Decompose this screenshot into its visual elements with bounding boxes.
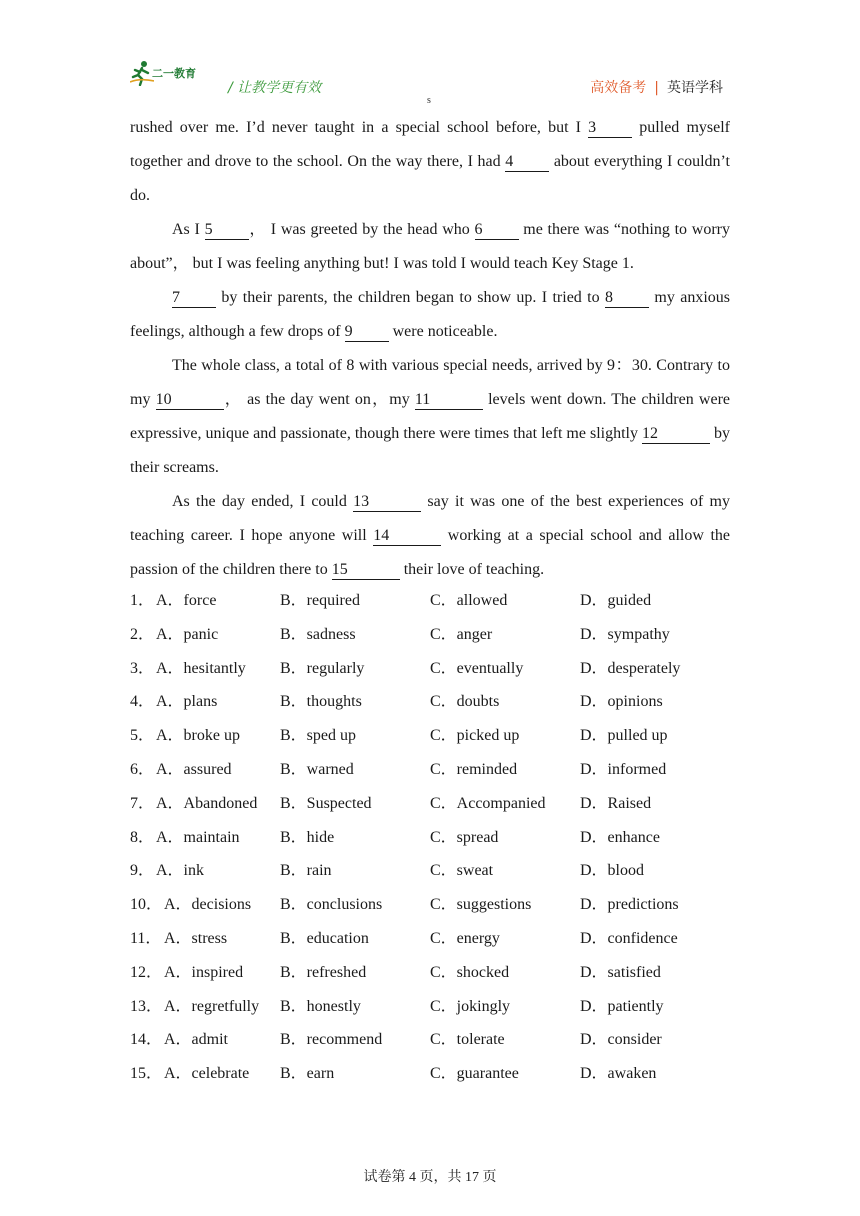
option-c[interactable]: C．allowed <box>430 592 508 609</box>
paragraph-5: As the day ended, I could 13 say it was one of the best experiences of my teaching career. I hope anyone will 14 working at a special school and allow the passion of the children there to 15 their love of teaching. <box>130 493 730 578</box>
blank-9: 9 <box>345 323 389 342</box>
option-d[interactable]: D．patiently <box>580 997 664 1015</box>
question-number: 6． <box>130 760 155 778</box>
logo-text: 二一教育 <box>152 67 196 80</box>
question-number: 11． <box>130 929 162 947</box>
option-c[interactable]: C．suggestions <box>430 896 532 914</box>
option-b[interactable]: B．earn <box>280 1065 335 1083</box>
option-c[interactable]: C．energy <box>430 929 500 947</box>
option-c[interactable]: C．tolerate <box>430 1031 505 1049</box>
option-c[interactable]: C．sweat <box>430 862 494 880</box>
header-label: 高效备考 <box>590 80 647 96</box>
question-number: 1． <box>130 592 155 609</box>
option-a[interactable]: A．force <box>156 592 217 609</box>
option-a[interactable]: A．decisions <box>164 896 252 914</box>
option-a[interactable]: A．panic <box>156 625 219 643</box>
page-header <box>0 0 860 110</box>
cloze-passage <box>130 111 730 587</box>
question-row <box>130 922 750 956</box>
option-d[interactable]: D．Raised <box>580 794 652 812</box>
question-number: 8． <box>130 828 155 846</box>
blank-15: 15 <box>332 561 400 580</box>
option-c[interactable]: C．shocked <box>430 963 510 981</box>
question-row <box>130 753 750 787</box>
option-b[interactable]: B．hide <box>280 828 335 846</box>
blank-14: 14 <box>373 527 441 546</box>
option-a[interactable]: A．stress <box>164 929 228 947</box>
option-c[interactable]: C．spread <box>430 828 499 846</box>
option-a[interactable]: A．admit <box>164 1031 228 1049</box>
option-d[interactable]: D．pulled up <box>580 727 668 745</box>
option-c[interactable]: C．guarantee <box>430 1065 519 1083</box>
question-row <box>130 1057 750 1091</box>
question-number: 13． <box>130 997 163 1015</box>
paragraph-3: 7 by their parents, the children began to show up. I tried to 8 my anxious feelings, although a few drops of 9 were noticeable. <box>130 289 731 340</box>
option-d[interactable]: D．enhance <box>580 828 660 846</box>
option-b[interactable]: B．education <box>280 929 369 947</box>
option-b[interactable]: B．rain <box>280 862 332 880</box>
option-a[interactable]: A．maintain <box>156 828 240 846</box>
slogan: / 让教学更有效 <box>228 80 322 96</box>
question-row <box>130 618 750 652</box>
question-row <box>130 584 750 618</box>
option-c[interactable]: C．eventually <box>430 659 524 677</box>
paragraph-4: The whole class, a total of 8 with various special needs, arrived by 9：30. Contrary to my 10 ， as the day went on，my 11 levels went down. The children were expressive, unique and passionate, though there were times that left me slightly 12 by their screams. <box>130 357 730 476</box>
option-c[interactable]: C．Accompanied <box>430 794 546 812</box>
question-number: 15． <box>130 1065 163 1083</box>
option-b[interactable]: B．sped up <box>280 727 357 745</box>
option-b[interactable]: B．conclusions <box>280 896 383 914</box>
option-d[interactable]: D．confidence <box>580 929 678 947</box>
question-number: 7． <box>130 794 155 812</box>
blank-3: 3 <box>588 119 632 138</box>
option-d[interactable]: D．consider <box>580 1031 662 1049</box>
option-d[interactable]: D．informed <box>580 760 667 778</box>
question-number: 12． <box>130 963 163 981</box>
option-b[interactable]: B．sadness <box>280 625 356 643</box>
question-row <box>130 854 750 888</box>
option-c[interactable]: C．reminded <box>430 760 518 778</box>
question-options <box>130 584 750 1091</box>
question-number: 2． <box>130 625 155 643</box>
option-a[interactable]: A．regretfully <box>164 997 260 1015</box>
option-b[interactable]: B．refreshed <box>280 963 367 981</box>
blank-7: 7 <box>172 289 216 308</box>
question-number: 5． <box>130 727 155 745</box>
option-d[interactable]: D．awaken <box>580 1065 657 1083</box>
blank-8: 8 <box>605 289 649 308</box>
option-a[interactable]: A．inspired <box>164 963 244 981</box>
option-a[interactable]: A．ink <box>156 862 205 880</box>
option-d[interactable]: D．opinions <box>580 693 663 711</box>
header-subject: 英语学科 <box>667 80 723 96</box>
blank-6: 6 <box>475 221 519 240</box>
option-c[interactable]: C．anger <box>430 625 493 643</box>
option-a[interactable]: A．celebrate <box>164 1065 250 1083</box>
blank-13: 13 <box>353 493 421 512</box>
question-row <box>130 685 750 719</box>
blank-12: 12 <box>642 425 710 444</box>
question-row <box>130 719 750 753</box>
option-b[interactable]: B．regularly <box>280 659 365 677</box>
logo <box>130 60 202 90</box>
option-b[interactable]: B．thoughts <box>280 693 362 711</box>
option-d[interactable]: D．desperately <box>580 659 681 677</box>
question-number: 10． <box>130 896 163 914</box>
paragraph-2: As I 5 ， I was greeted by the head who 6 me there was “nothing to worry about”， but I was feeling anything but! I was told I would teach Key Stage 1. <box>130 221 730 272</box>
header-separator: | <box>654 80 659 96</box>
question-number: 9． <box>130 862 155 880</box>
option-c[interactable]: C．jokingly <box>430 997 511 1015</box>
runner-logo-icon <box>130 60 154 86</box>
option-a[interactable]: A．plans <box>156 693 218 711</box>
question-number: 3． <box>130 659 155 677</box>
blank-11: 11 <box>415 391 483 410</box>
question-number: 4． <box>130 693 155 711</box>
question-row <box>130 888 750 922</box>
question-row <box>130 1023 750 1057</box>
option-b[interactable]: B．required <box>280 592 360 609</box>
option-c[interactable]: C．doubts <box>430 693 500 711</box>
paragraph-1: rushed over me. I’d never taught in a special school before, but I 3 pulled myself together and drove to the school. On the way there, I had 4 about everything I couldn’t do. <box>130 119 730 204</box>
blank-10: 10 <box>156 391 224 410</box>
question-row <box>130 652 750 686</box>
option-d[interactable]: D．predictions <box>580 896 679 914</box>
stray-mark: s <box>427 95 431 106</box>
option-b[interactable]: B．recommend <box>280 1031 383 1049</box>
option-d[interactable]: D．guided <box>580 592 652 609</box>
option-d[interactable]: D．sympathy <box>580 625 670 643</box>
blank-5: 5 <box>205 221 249 240</box>
option-b[interactable]: B．honestly <box>280 997 361 1015</box>
option-a[interactable]: A．hesitantly <box>156 659 246 677</box>
option-a[interactable]: A．broke up <box>156 727 240 745</box>
question-row <box>130 990 750 1024</box>
header-right <box>590 77 723 97</box>
question-number: 14． <box>130 1031 163 1049</box>
option-d[interactable]: D．satisfied <box>580 963 661 981</box>
question-row <box>130 821 750 855</box>
option-b[interactable]: B．Suspected <box>280 794 372 812</box>
blank-4: 4 <box>505 153 549 172</box>
page-footer: 试卷第 4 页，共 17 页 <box>363 1170 497 1185</box>
option-b[interactable]: B．warned <box>280 760 354 778</box>
question-row <box>130 787 750 821</box>
option-d[interactable]: D．blood <box>580 862 645 880</box>
option-a[interactable]: A．assured <box>156 760 232 778</box>
option-c[interactable]: C．picked up <box>430 727 520 745</box>
option-a[interactable]: A．Abandoned <box>156 794 258 812</box>
question-row <box>130 956 750 990</box>
